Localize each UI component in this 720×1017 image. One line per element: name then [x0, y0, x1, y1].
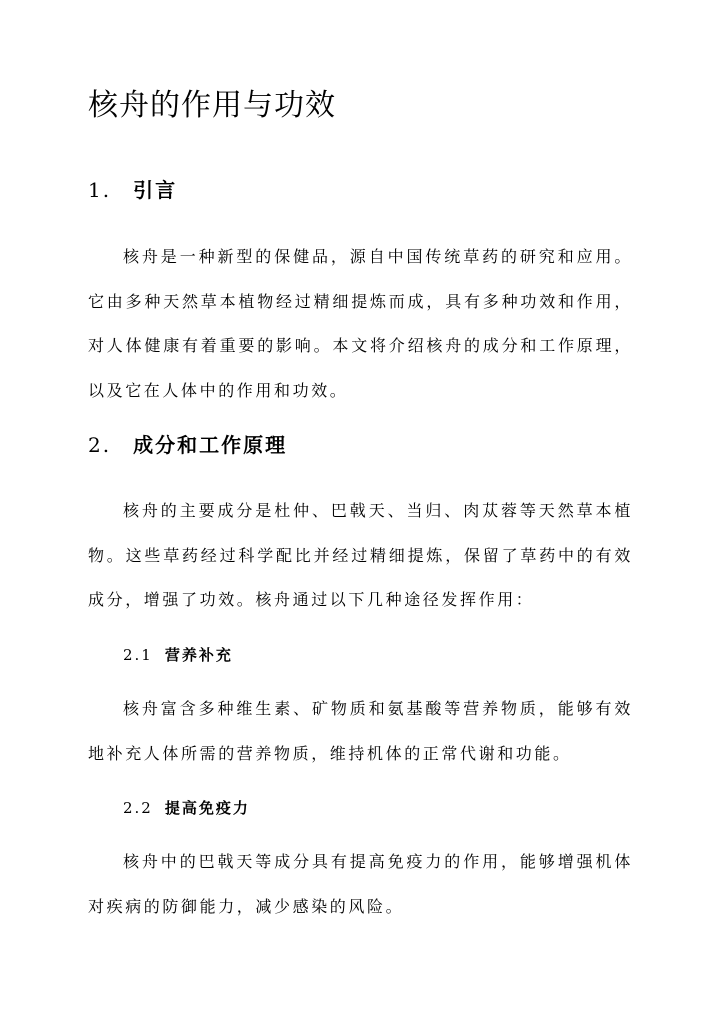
composition-paragraph: 核舟的主要成分是杜仲、巴戟天、当归、肉苁蓉等天然草本植物。这些草药经过科学配比并经过精细提炼，保留了草药中的有效成分，增强了功效。核舟通过以下几种途径发挥作用： [88, 501, 633, 609]
page-title: 核舟的作用与功效 [88, 88, 336, 123]
section-title: 引言 [133, 178, 178, 202]
immunity-paragraph: 核舟中的巴戟天等成分具有提高免疫力的作用，能够增强机体对疾病的防御能力，减少感染的风险。 [88, 852, 633, 916]
intro-paragraph: 核舟是一种新型的保健品，源自中国传统草药的研究和应用。它由多种天然草本植物经过精细提炼而成，具有多种功效和作用，对人体健康有着重要的影响。本文将介绍核舟的成分和工作原理，以及它在人体中的作用和功效。 [88, 247, 633, 400]
subsection-heading-immunity [123, 797, 250, 819]
section-heading-intro [88, 176, 177, 204]
nutrition-paragraph: 核舟富含多种维生素、矿物质和氨基酸等营养物质，能够有效地补充人体所需的营养物质，维持机体的正常代谢和功能。 [88, 699, 633, 763]
subsection-number: 2.1 [123, 646, 153, 664]
subsection-heading-nutrition [123, 644, 233, 666]
subsection-number: 2.2 [123, 799, 153, 817]
section-title: 成分和工作原理 [133, 433, 288, 457]
subsection-title: 提高免疫力 [164, 799, 250, 817]
section-number: 2. [88, 433, 112, 457]
section-number: 1. [88, 178, 112, 202]
subsection-title: 营养补充 [164, 646, 233, 664]
section-heading-composition [88, 431, 287, 459]
